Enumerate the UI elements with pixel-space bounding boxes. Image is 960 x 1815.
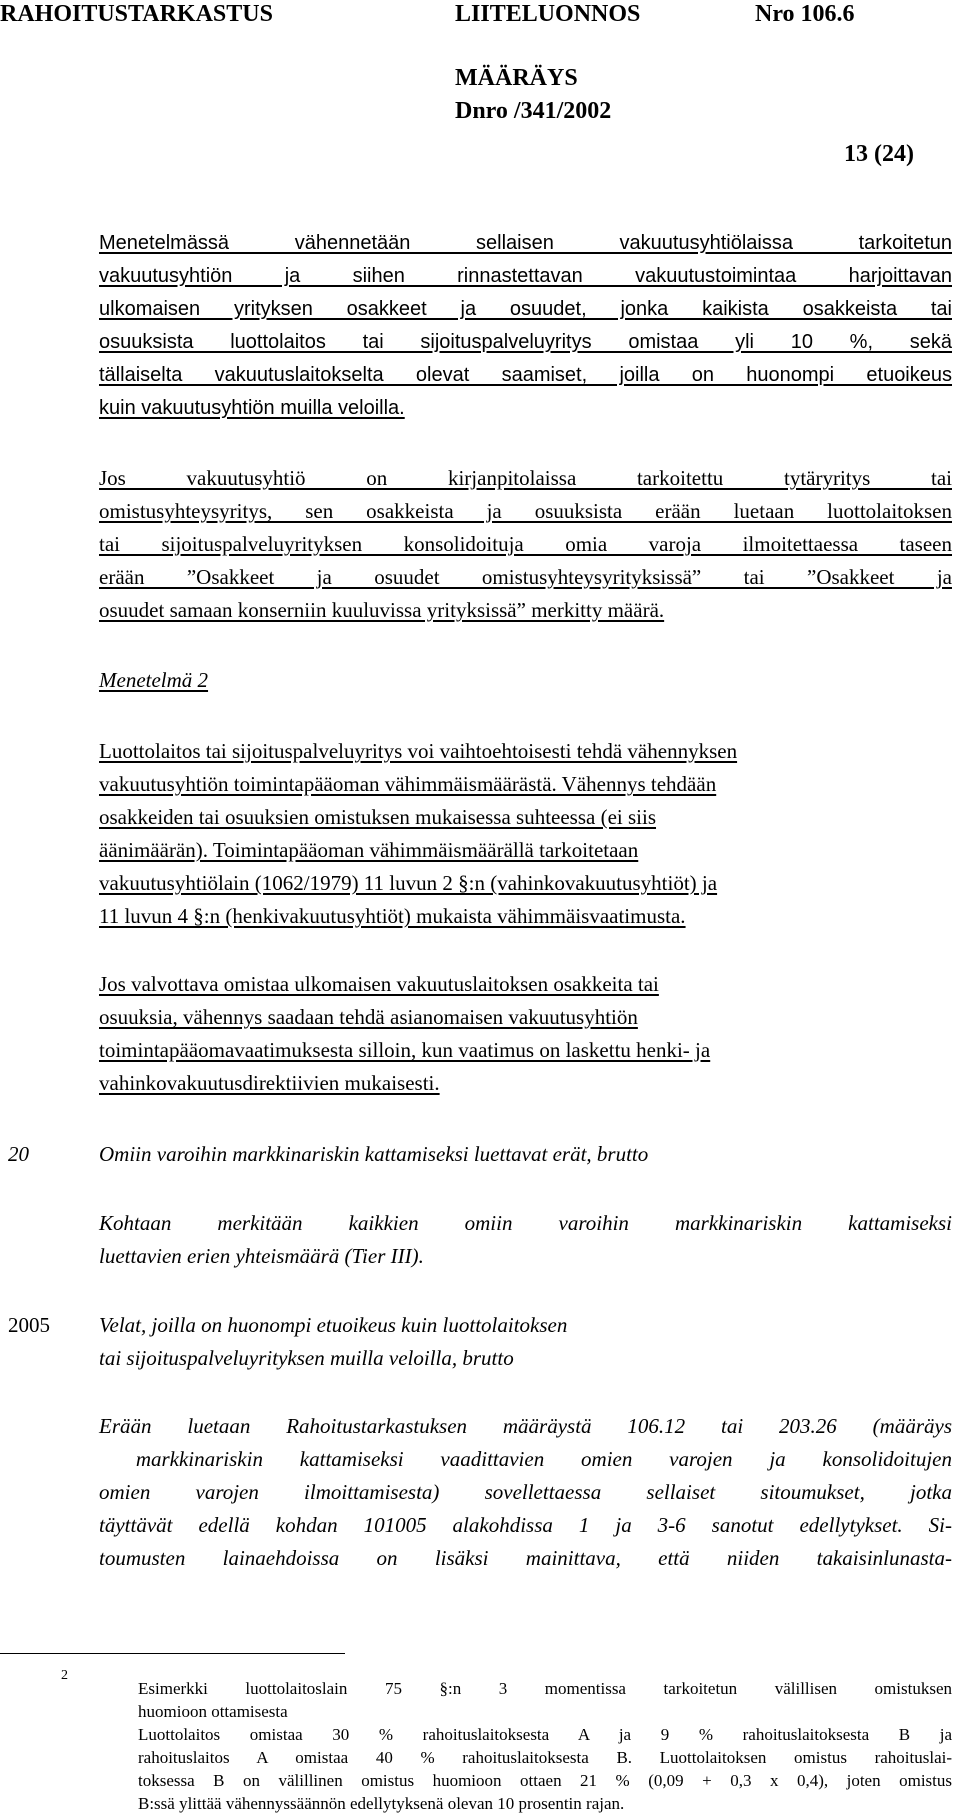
text-line: vakuutusyhtiölain (1062/1979) 11 luvun 2 §:n (vahinkovakuutusyhtiöt) ja — [99, 871, 718, 895]
text-line: osuuksista luottolaitos tai sijoituspalveluyritys omistaa yli 10 %, sekä — [99, 331, 952, 353]
text-line: ulkomaisen yrityksen osakkeet ja osuudet, jonka kaikista osakkeista tai — [99, 298, 952, 320]
text-line: B:ssä ylittää vähennyssäännön edellytyksenä olevan 10 prosentin rajan. — [138, 1794, 625, 1813]
text-line: toumusten lainaehdoissa on lisäksi mainittava, että niiden takaisinlunasta- — [99, 1546, 952, 1570]
text-line: omistusyhteysyritys, sen osakkeista ja osuuksista erään luetaan luottolaitoksen — [99, 499, 952, 523]
text-line: osakkeiden tai osuuksien omistuksen mukaisessa suhteessa (ei siis — [99, 805, 657, 829]
text-line: äänimäärän). Toimintapääoman vähimmäismäärällä tarkoitetaan — [99, 838, 639, 862]
text-line: rahoituslaitos A omistaa 40 % rahoituslaitoksesta B. Luottolaitoksen omistus rahoituslai- — [138, 1748, 952, 1767]
header-dnro: Dnro /341/2002 — [455, 98, 612, 124]
text-line: tai sijoituspalveluyrityksen konsolidoituja omia varoja ilmoitettaessa taseen — [99, 532, 952, 556]
text-line: Jos vakuutusyhtiö on kirjanpitolaissa tarkoitettu tytäryritys tai — [99, 466, 952, 490]
footnote-separator — [0, 1653, 345, 1654]
text-line: Esimerkki luottolaitoslain 75 §:n 3 momentissa tarkoitetun välillisen omistuksen — [138, 1679, 952, 1698]
text-line: omien varojen ilmoittamisesta) sovellettaessa sellaiset sitoumukset, jotka — [99, 1480, 952, 1504]
text-line: erään ”Osakkeet ja osuudet omistusyhteysyrityksissä” tai ”Osakkeet ja — [99, 565, 952, 589]
text-line: tai sijoituspalveluyrityksen muilla veloilla, brutto — [99, 1346, 514, 1370]
text-line: 11 luvun 4 §:n (henkivakuutusyhtiöt) mukaista vähimmäisvaatimusta. — [99, 904, 686, 928]
header-draft-label: LIITELUONNOS — [455, 1, 641, 27]
text-line: vahinkovakuutusdirektiivien mukaisesti. — [99, 1071, 440, 1095]
text-line: toimintapääomavaatimuksesta silloin, kun vaatimus on laskettu henki- ja — [99, 1038, 711, 1062]
footnote-text — [138, 1677, 952, 1815]
paragraph-foreign-insurer — [99, 968, 710, 1100]
text-line: osuuksia, vähennys saadaan tehdä asianomaisen vakuutusyhtiön — [99, 1005, 638, 1029]
text-line: Velat, joilla on huonompi etuoikeus kuin luottolaitoksen — [99, 1313, 568, 1337]
item-number: 20 — [8, 1142, 29, 1166]
paragraph-subsidiary — [99, 462, 952, 627]
text-line: Menetelmässä vähennetään sellaisen vakuutusyhtiölaissa tarkoitetun — [99, 232, 952, 254]
method-2-heading: Menetelmä 2 — [99, 668, 209, 692]
header-page-number: 13 (24) — [844, 141, 914, 167]
item-number: 2005 — [8, 1313, 50, 1337]
text-line: toksessa B on välillinen omistus huomioon ottaen 21 % (0,09 + 0,3 x 0,4), joten omistus — [138, 1771, 952, 1790]
text-line: huomioon ottamisesta — [138, 1702, 288, 1721]
item-description — [99, 1207, 952, 1273]
text-line: täyttävät edellä kohdan 101005 alakohdissa 1 ja 3-6 sanotut edellytykset. Si- — [99, 1513, 952, 1537]
text-line: Luottolaitos tai sijoituspalveluyritys voi vaihtoehtoisesti tehdä vähennyksen — [99, 739, 738, 763]
text-line: osuudet samaan konserniin kuuluvissa yrityksissä” merkitty määrä. — [99, 598, 665, 622]
text-line: kuin vakuutusyhtiön muilla veloilla. — [99, 397, 405, 419]
text-line: luettavien erien yhteismäärä (Tier III). — [99, 1244, 424, 1268]
text-line: markkinariskin kattamiseksi vaadittavien omien varojen ja konsolidoitujen — [99, 1447, 952, 1471]
text-line: Kohtaan merkitään kaikkien omiin varoihin markkinariskin kattamiseksi — [99, 1211, 952, 1235]
item-description — [99, 1410, 952, 1575]
header-organization: RAHOITUSTARKASTUS — [0, 1, 273, 27]
text-line: Jos valvottava omistaa ulkomaisen vakuutuslaitoksen osakkeita tai — [99, 972, 659, 996]
header-regulation-number: Nro 106.6 — [755, 1, 855, 27]
text-line: vakuutusyhtiön ja siihen rinnastettavan vakuutustoimintaa harjoittavan — [99, 265, 952, 287]
item-title — [99, 1309, 567, 1375]
text-line: Luottolaitos omistaa 30 % rahoituslaitoksesta A ja 9 % rahoituslaitoksesta B ja — [138, 1725, 952, 1744]
header-document-type: MÄÄRÄYS — [455, 65, 578, 91]
paragraph-method-2 — [99, 735, 737, 933]
item-title: Omiin varoihin markkinariskin kattamiseksi luettavat erät, brutto — [99, 1142, 649, 1166]
text-line: Erään luetaan Rahoitustarkastuksen määräystä 106.12 tai 203.26 (määräys — [99, 1414, 952, 1438]
footnote-marker: 2 — [61, 1668, 68, 1683]
text-line: tällaiselta vakuutuslaitokselta olevat saamiset, joilla on huonompi etuoikeus — [99, 364, 952, 386]
text-line: vakuutusyhtiön toimintapääoman vähimmäismäärästä. Vähennys tehdään — [99, 772, 717, 796]
paragraph-method-description — [99, 227, 952, 425]
